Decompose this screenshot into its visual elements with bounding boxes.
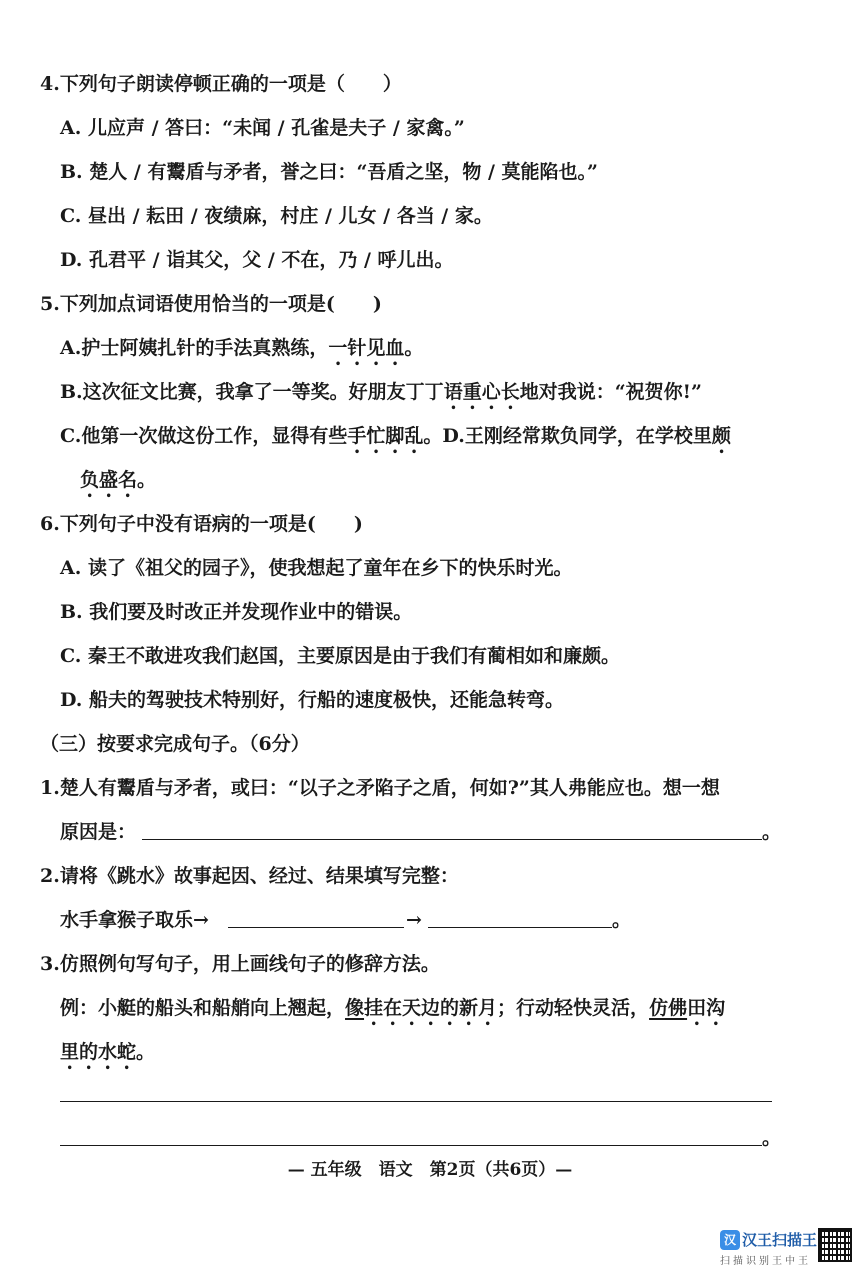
question-3-example: 例：小艇的船头和船艄向上翘起，像挂在天边的新月；行动轻快灵活，仿佛田沟 — [60, 997, 726, 1019]
period: 。 — [762, 1127, 782, 1149]
question-5-option-a: A.护士阿姨扎针的手法真熟练，一针见血。 — [60, 337, 424, 359]
question-5-option-c: C.他第一次做这份工作，显得有些手忙脚乱。D.王刚经常欺负同学，在学校里颇 — [60, 425, 731, 447]
section-3-question-3: 3.仿照例句写句子，用上画线句子的修辞方法。 — [40, 953, 440, 975]
underlined-word: 仿佛 — [649, 997, 688, 1019]
answer-blank[interactable] — [228, 927, 404, 928]
question-4-option-a: A. 儿应声 / 答曰：“未闻 / 孔雀是夫子 / 家禽。” — [60, 117, 465, 139]
dotted-phrase: 田沟 — [687, 997, 726, 1019]
dotted-phrase: 一针见血 — [328, 337, 405, 359]
question-5-option-b: B.这次征文比赛，我拿了一等奖。好朋友丁丁语重心长地对我说：“祝贺你!” — [60, 381, 702, 403]
question-4-option-d: D. 孔君平 / 诣其父，父 / 不在，乃 / 呼儿出。 — [60, 249, 454, 271]
answer-line[interactable] — [60, 1145, 762, 1146]
question-4-title: 4.下列句子朗读停顿正确的一项是（ ） — [40, 73, 402, 95]
question-6-option-a: A. 读了《祖父的园子》，使我想起了童年在乡下的快乐时光。 — [60, 557, 573, 579]
section-3-title: （三）按要求完成句子。（6分） — [40, 733, 310, 755]
qr-code-icon — [818, 1228, 852, 1262]
question-2-start: 水手拿猴子取乐→ — [60, 909, 209, 931]
app-logo-icon: 汉 — [720, 1230, 740, 1250]
dotted-phrase: 手忙脚乱 — [347, 425, 424, 447]
dotted-phrase: 负盛名 — [80, 469, 138, 491]
question-6-option-b: B. 我们要及时改正并发现作业中的错误。 — [60, 601, 413, 623]
answer-blank[interactable] — [428, 927, 612, 928]
page-footer: — 五年级 语文 第2页（共6页）— — [287, 1160, 573, 1180]
question-6-option-d: D. 船夫的驾驶技术特别好，行船的速度极快，还能急转弯。 — [60, 689, 565, 711]
question-1-answer-label: 原因是： — [60, 821, 137, 843]
period: 。 — [612, 909, 632, 931]
underlined-word: 像 — [345, 997, 365, 1019]
answer-line[interactable] — [60, 1101, 772, 1102]
question-6-title: 6.下列句子中没有语病的一项是( ) — [40, 513, 363, 535]
dotted-phrase: 挂在天边的新月 — [364, 997, 498, 1019]
question-5-option-d-continued: 负盛名。 — [80, 469, 157, 491]
question-6-option-c: C. 秦王不敢进攻我们赵国，主要原因是由于我们有蔺相如和廉颇。 — [60, 645, 621, 667]
answer-blank[interactable] — [142, 839, 762, 840]
section-3-question-2: 2.请将《跳水》故事起因、经过、结果填写完整： — [40, 865, 459, 887]
period: 。 — [762, 821, 782, 843]
dotted-phrase: 颇 — [711, 425, 731, 447]
arrow: → — [406, 909, 422, 931]
question-3-example-continued: 里的水蛇。 — [60, 1041, 156, 1063]
question-5-title: 5.下列加点词语使用恰当的一项是( ) — [40, 293, 382, 315]
section-3-question-1: 1.楚人有鬻盾与矛者，或曰：“以子之矛陷子之盾，何如?”其人弗能应也。想一想 — [40, 777, 720, 799]
question-4-option-c: C. 昼出 / 耘田 / 夜绩麻，村庄 / 儿女 / 各当 / 家。 — [60, 205, 493, 227]
dotted-phrase: 语重心长 — [443, 381, 520, 403]
scanner-watermark — [720, 1228, 860, 1268]
watermark-name: 汉王扫描王 — [742, 1231, 818, 1249]
dotted-phrase: 里的水蛇 — [60, 1041, 137, 1063]
question-4-option-b: B. 楚人 / 有鬻盾与矛者，誉之曰：“吾盾之坚，物 / 莫能陷也。” — [60, 161, 598, 183]
watermark-subtitle: 扫描识别王中王 — [720, 1256, 811, 1267]
